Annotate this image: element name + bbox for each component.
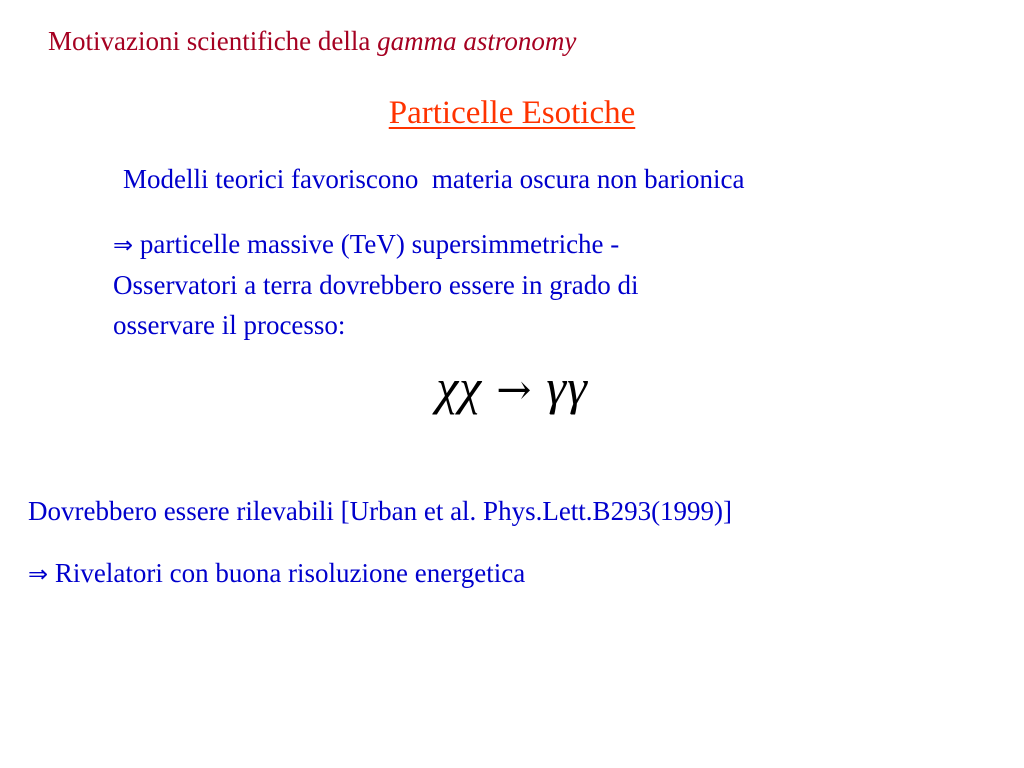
detectors-line-text: Rivelatori con buona risoluzione energetica bbox=[48, 558, 526, 588]
implies-arrow-icon: ⇒ bbox=[113, 231, 134, 259]
implies-arrow-icon: ⇒ bbox=[28, 560, 49, 588]
formula-right: γγ bbox=[546, 359, 588, 415]
section-title: Particelle Esotiche bbox=[388, 95, 636, 131]
models-line: Modelli teorici favoriscono materia oscura non barionica bbox=[123, 164, 745, 194]
detectors-line bbox=[28, 558, 525, 589]
slide-header bbox=[48, 26, 576, 57]
header-text: Motivazioni scientifiche della bbox=[48, 26, 378, 56]
particles-line-2: Osservatori a terra dovrebbero essere in grado di bbox=[113, 270, 639, 300]
header-italic-text: gamma astronomy bbox=[377, 26, 577, 56]
particles-line-1 bbox=[113, 224, 813, 265]
particles-line-1-text: particelle massive (TeV) supersimmetriche - bbox=[133, 229, 620, 259]
annihilation-formula bbox=[0, 358, 1024, 416]
formula-left: χχ bbox=[436, 359, 483, 415]
particles-block bbox=[113, 224, 813, 345]
particles-line-3: osservare il processo: bbox=[113, 310, 346, 340]
detectability-line: Dovrebbero essere rilevabili [Urban et al. Phys.Lett.B293(1999)] bbox=[28, 496, 733, 526]
formula-arrow-icon: → bbox=[496, 365, 533, 414]
